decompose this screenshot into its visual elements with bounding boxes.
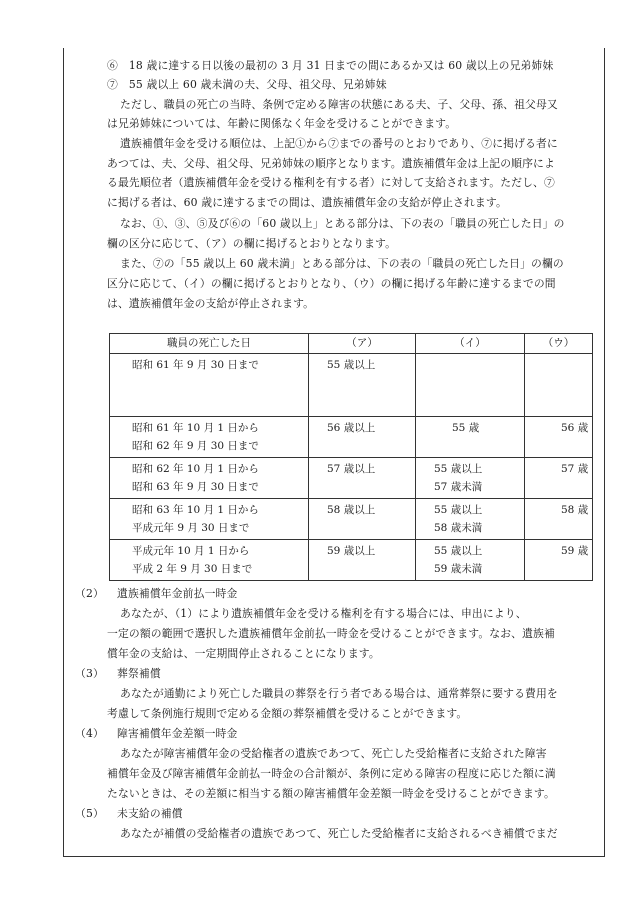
cell-date-from: 昭和 62 年 10 月 1 日から (132, 463, 259, 475)
table-row (110, 540, 593, 581)
paragraph-line: ただし、職員の死亡の当時、条例で定める障害の状態にある夫、子、父母、孫、祖父母又 (120, 98, 558, 111)
section-2-line: 一定の額の範囲で選択した遺族補償年金前払一時金を受けることができます。なお、遺族補 (107, 627, 555, 640)
table-row (110, 354, 593, 417)
paragraph-line: 区分に応じて、（イ）の欄に掲げるとおりとなり、（ウ）の欄に掲げる年齢に達するまでの間 (107, 277, 556, 290)
paragraph-line: は兄弟姉妹については、年齢に関係なく年金を受けることができます。 (107, 117, 457, 130)
paragraph-line: 欄の区分に応じて、（ア）の欄に掲げるとおりとなります。 (107, 237, 397, 250)
cell-a: 58 歳以上 (327, 504, 376, 516)
cell-i-2 (434, 374, 524, 392)
header-death-date: 職員の死亡した日 (110, 334, 309, 354)
paragraph-line: なお、①、③、⑤及び⑥の「60 歳以上」とある部分は、下の表の「職員の死亡した日」の (120, 217, 565, 230)
cell-date-from: 昭和 61 年 9 月 30 日まで (132, 359, 259, 371)
cell-date-to: 平成元年 9 月 30 日まで (132, 522, 250, 534)
cell-a: 55 歳以上 (327, 359, 376, 371)
section-2-line: あなたが、（1）により遺族補償年金を受ける権利を有する場合には、申出により、 (120, 607, 527, 620)
section-3-number: （3） (75, 667, 104, 680)
item-7: ⑦ 55 歳以上 60 歳未満の夫、父母、祖父母、兄弟姉妹 (107, 78, 387, 91)
section-5-title: 未支給の補償 (117, 807, 183, 820)
cell-u: 59 歳 (561, 545, 589, 557)
section-4-line: あなたが障害補償年金の受給権者の遺族であつて、死亡した受給権者に支給された障害 (120, 747, 547, 760)
section-3-line: 考慮して条例施行規則で定める金額の葬祭補償を受けることができます。 (107, 707, 468, 720)
cell-i-2: 57 歳未満 (434, 481, 483, 493)
section-2-number: （2） (75, 587, 104, 600)
section-4-number: （4） (75, 727, 104, 740)
section-2-line: 償年金の支給は、一定期間停止されることになります。 (107, 647, 380, 660)
cell-i-1: 55 歳以上 (434, 504, 483, 516)
section-4-line: 補償年金及び障害補償年金前払一時金の合計額が、条例に定める障害の程度に応じた額に満 (107, 767, 556, 780)
cell-date-from: 昭和 63 年 10 月 1 日から (132, 504, 259, 516)
cell-i-2 (434, 437, 524, 455)
paragraph-line: る最先順位者（遺族補償年金を受ける権利を有する者）に対して支給されます。ただし、⑦ (107, 176, 555, 189)
age-table (109, 333, 593, 581)
cell-a: 57 歳以上 (327, 463, 376, 475)
cell-i-1: 55 歳以上 (434, 463, 483, 475)
table-row (110, 499, 593, 540)
section-4-line: たないときは、その差額に相当する額の障害補償年金差額一時金を受けることができます。 (107, 787, 555, 800)
section-2-title: 遺族補償年金前払一時金 (117, 587, 238, 600)
cell-u: 57 歳 (561, 463, 589, 475)
cell-i-1 (434, 354, 524, 374)
cell-u: 58 歳 (561, 504, 589, 516)
cell-date-to: 平成 2 年 9 月 30 日まで (132, 563, 253, 575)
cell-a: 59 歳以上 (327, 545, 376, 557)
item-6: ⑥ 18 歳に達する日以後の最初の 3 月 31 日までの間にあるか又は 60 歳以上の兄弟姉妹 (107, 59, 554, 72)
table-header-row (110, 334, 593, 354)
cell-i-2: 59 歳未満 (434, 563, 483, 575)
paragraph-line: また、⑦の「55 歳以上 60 歳未満」とある部分は、下の表の「職員の死亡した日」の欄の (120, 257, 564, 270)
paragraph-line: あつては、夫、父母、祖父母、兄弟姉妹の順序となります。遺族補償年金は上記の順序によ (107, 157, 555, 170)
section-5-number: （5） (75, 807, 104, 820)
paragraph-line: は、遺族補償年金の支給が停止されます。 (107, 297, 315, 310)
cell-i-1: 55 歳 (452, 422, 480, 434)
cell-date-to: 昭和 63 年 9 月 30 日まで (132, 481, 259, 493)
table-row (110, 417, 593, 458)
header-i: （イ） (416, 334, 525, 354)
cell-u (561, 354, 592, 374)
cell-date-to: 昭和 62 年 9 月 30 日まで (132, 440, 259, 452)
cell-i-1: 55 歳以上 (434, 545, 483, 557)
cell-date-from: 平成元年 10 月 1 日から (132, 545, 250, 557)
table-row (110, 458, 593, 499)
section-3-line: あなたが通勤により死亡した職員の葬祭を行う者である場合は、通常葬祭に要する費用を (120, 687, 558, 700)
header-a: （ア） (309, 334, 416, 354)
section-5-line: あなたが補償の受給権者の遺族であつて、死亡した受給権者に支給されるべき補償でまだ (120, 827, 558, 840)
cell-u: 56 歳 (561, 422, 589, 434)
cell-date-to (132, 374, 308, 392)
section-4-title: 障害補償年金差額一時金 (117, 727, 238, 740)
paragraph-line: 遺族補償年金を受ける順位は、上記①から⑦までの番号のとおりであり、⑦に掲げる者に (120, 137, 558, 150)
cell-date-from: 昭和 61 年 10 月 1 日から (132, 422, 259, 434)
cell-a: 56 歳以上 (327, 422, 376, 434)
cell-i-2: 58 歳未満 (434, 522, 483, 534)
section-3-title: 葬祭補償 (117, 667, 161, 680)
header-u: （ウ） (525, 334, 593, 354)
paragraph-line: に掲げる者は、60 歳に達するまでの間は、遺族補償年金の支給が停止されます。 (107, 196, 507, 209)
